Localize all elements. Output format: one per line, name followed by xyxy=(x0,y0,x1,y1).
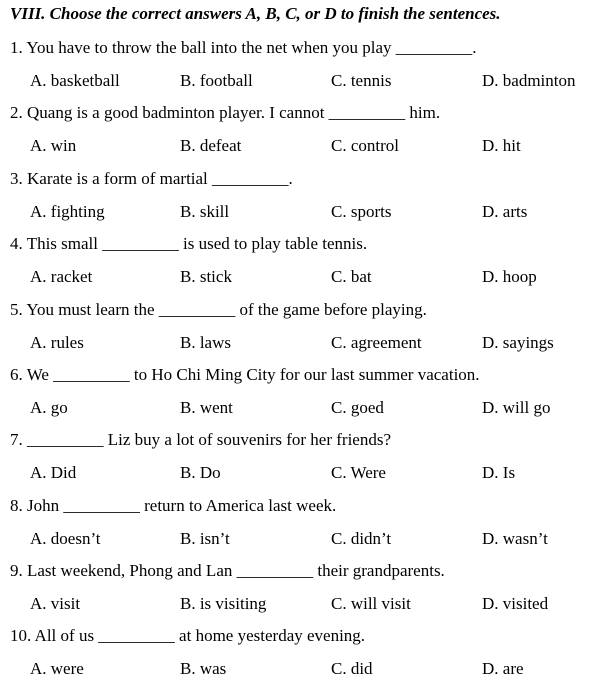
answer-options xyxy=(10,71,600,95)
option-a[interactable]: A. racket xyxy=(30,267,93,286)
option-b[interactable]: B. laws xyxy=(180,333,231,352)
option-c[interactable]: C. will visit xyxy=(331,594,411,613)
option-c[interactable]: C. tennis xyxy=(331,71,392,90)
answer-options xyxy=(10,594,600,618)
option-b[interactable]: B. stick xyxy=(180,267,232,286)
option-d[interactable]: D. badminton xyxy=(482,71,576,90)
answer-options xyxy=(10,136,600,160)
option-a[interactable]: A. rules xyxy=(30,333,84,352)
exercise-title: VIII. Choose the correct answers A, B, C, or D to finish the sentences. xyxy=(10,4,501,23)
option-c[interactable]: C. control xyxy=(331,136,399,155)
option-c[interactable]: C. sports xyxy=(331,202,392,221)
option-b[interactable]: B. defeat xyxy=(180,136,242,155)
answer-options xyxy=(10,529,600,553)
question-7 xyxy=(10,430,600,495)
option-d[interactable]: D. sayings xyxy=(482,333,554,352)
option-b[interactable]: B. isn’t xyxy=(180,529,230,548)
question-stem: 10. All of us _________ at home yesterday evening. xyxy=(10,626,366,645)
option-c[interactable]: C. bat xyxy=(331,267,372,286)
question-8 xyxy=(10,496,600,561)
option-c[interactable]: C. didn’t xyxy=(331,529,392,548)
question-stem: 3. Karate is a form of martial _________. xyxy=(10,169,293,188)
question-stem: 7. _________ Liz buy a lot of souvenirs for her friends? xyxy=(10,430,391,449)
question-stem: 2. Quang is a good badminton player. I cannot _________ him. xyxy=(10,103,441,122)
option-c[interactable]: C. did xyxy=(331,659,373,678)
option-d[interactable]: D. hoop xyxy=(482,267,537,286)
question-stem: 9. Last weekend, Phong and Lan _________ their grandparents. xyxy=(10,561,445,580)
question-5 xyxy=(10,300,600,365)
option-d[interactable]: D. visited xyxy=(482,594,549,613)
answer-options xyxy=(10,659,600,683)
question-3 xyxy=(10,169,600,234)
question-stem: 1. You have to throw the ball into the net when you play _________. xyxy=(10,38,477,57)
question-10 xyxy=(10,626,600,691)
option-d[interactable]: D. are xyxy=(482,659,524,678)
answer-options xyxy=(10,333,600,357)
option-b[interactable]: B. Do xyxy=(180,463,221,482)
answer-options xyxy=(10,398,600,422)
answer-options xyxy=(10,202,600,226)
option-d[interactable]: D. hit xyxy=(482,136,521,155)
option-a[interactable]: A. were xyxy=(30,659,84,678)
question-2 xyxy=(10,103,600,168)
question-stem: 5. You must learn the _________ of the game before playing. xyxy=(10,300,427,319)
question-4 xyxy=(10,234,600,299)
option-c[interactable]: C. Were xyxy=(331,463,386,482)
option-b[interactable]: B. was xyxy=(180,659,227,678)
option-b[interactable]: B. skill xyxy=(180,202,230,221)
question-stem: 4. This small _________ is used to play table tennis. xyxy=(10,234,368,253)
option-a[interactable]: A. go xyxy=(30,398,68,417)
question-stem: 8. John _________ return to America last week. xyxy=(10,496,337,515)
option-d[interactable]: D. arts xyxy=(482,202,528,221)
question-1 xyxy=(10,38,600,103)
option-c[interactable]: C. agreement xyxy=(331,333,422,352)
answer-options xyxy=(10,267,600,291)
option-b[interactable]: B. is visiting xyxy=(180,594,267,613)
option-c[interactable]: C. goed xyxy=(331,398,384,417)
option-d[interactable]: D. wasn’t xyxy=(482,529,548,548)
option-d[interactable]: D. will go xyxy=(482,398,551,417)
option-a[interactable]: A. doesn’t xyxy=(30,529,101,548)
option-a[interactable]: A. basketball xyxy=(30,71,120,90)
option-a[interactable]: A. Did xyxy=(30,463,77,482)
question-9 xyxy=(10,561,600,626)
option-d[interactable]: D. Is xyxy=(482,463,516,482)
option-b[interactable]: B. went xyxy=(180,398,233,417)
option-a[interactable]: A. fighting xyxy=(30,202,105,221)
question-6 xyxy=(10,365,600,430)
option-a[interactable]: A. visit xyxy=(30,594,81,613)
option-a[interactable]: A. win xyxy=(30,136,77,155)
answer-options xyxy=(10,463,600,487)
option-b[interactable]: B. football xyxy=(180,71,253,90)
question-stem: 6. We _________ to Ho Chi Ming City for our last summer vacation. xyxy=(10,365,480,384)
